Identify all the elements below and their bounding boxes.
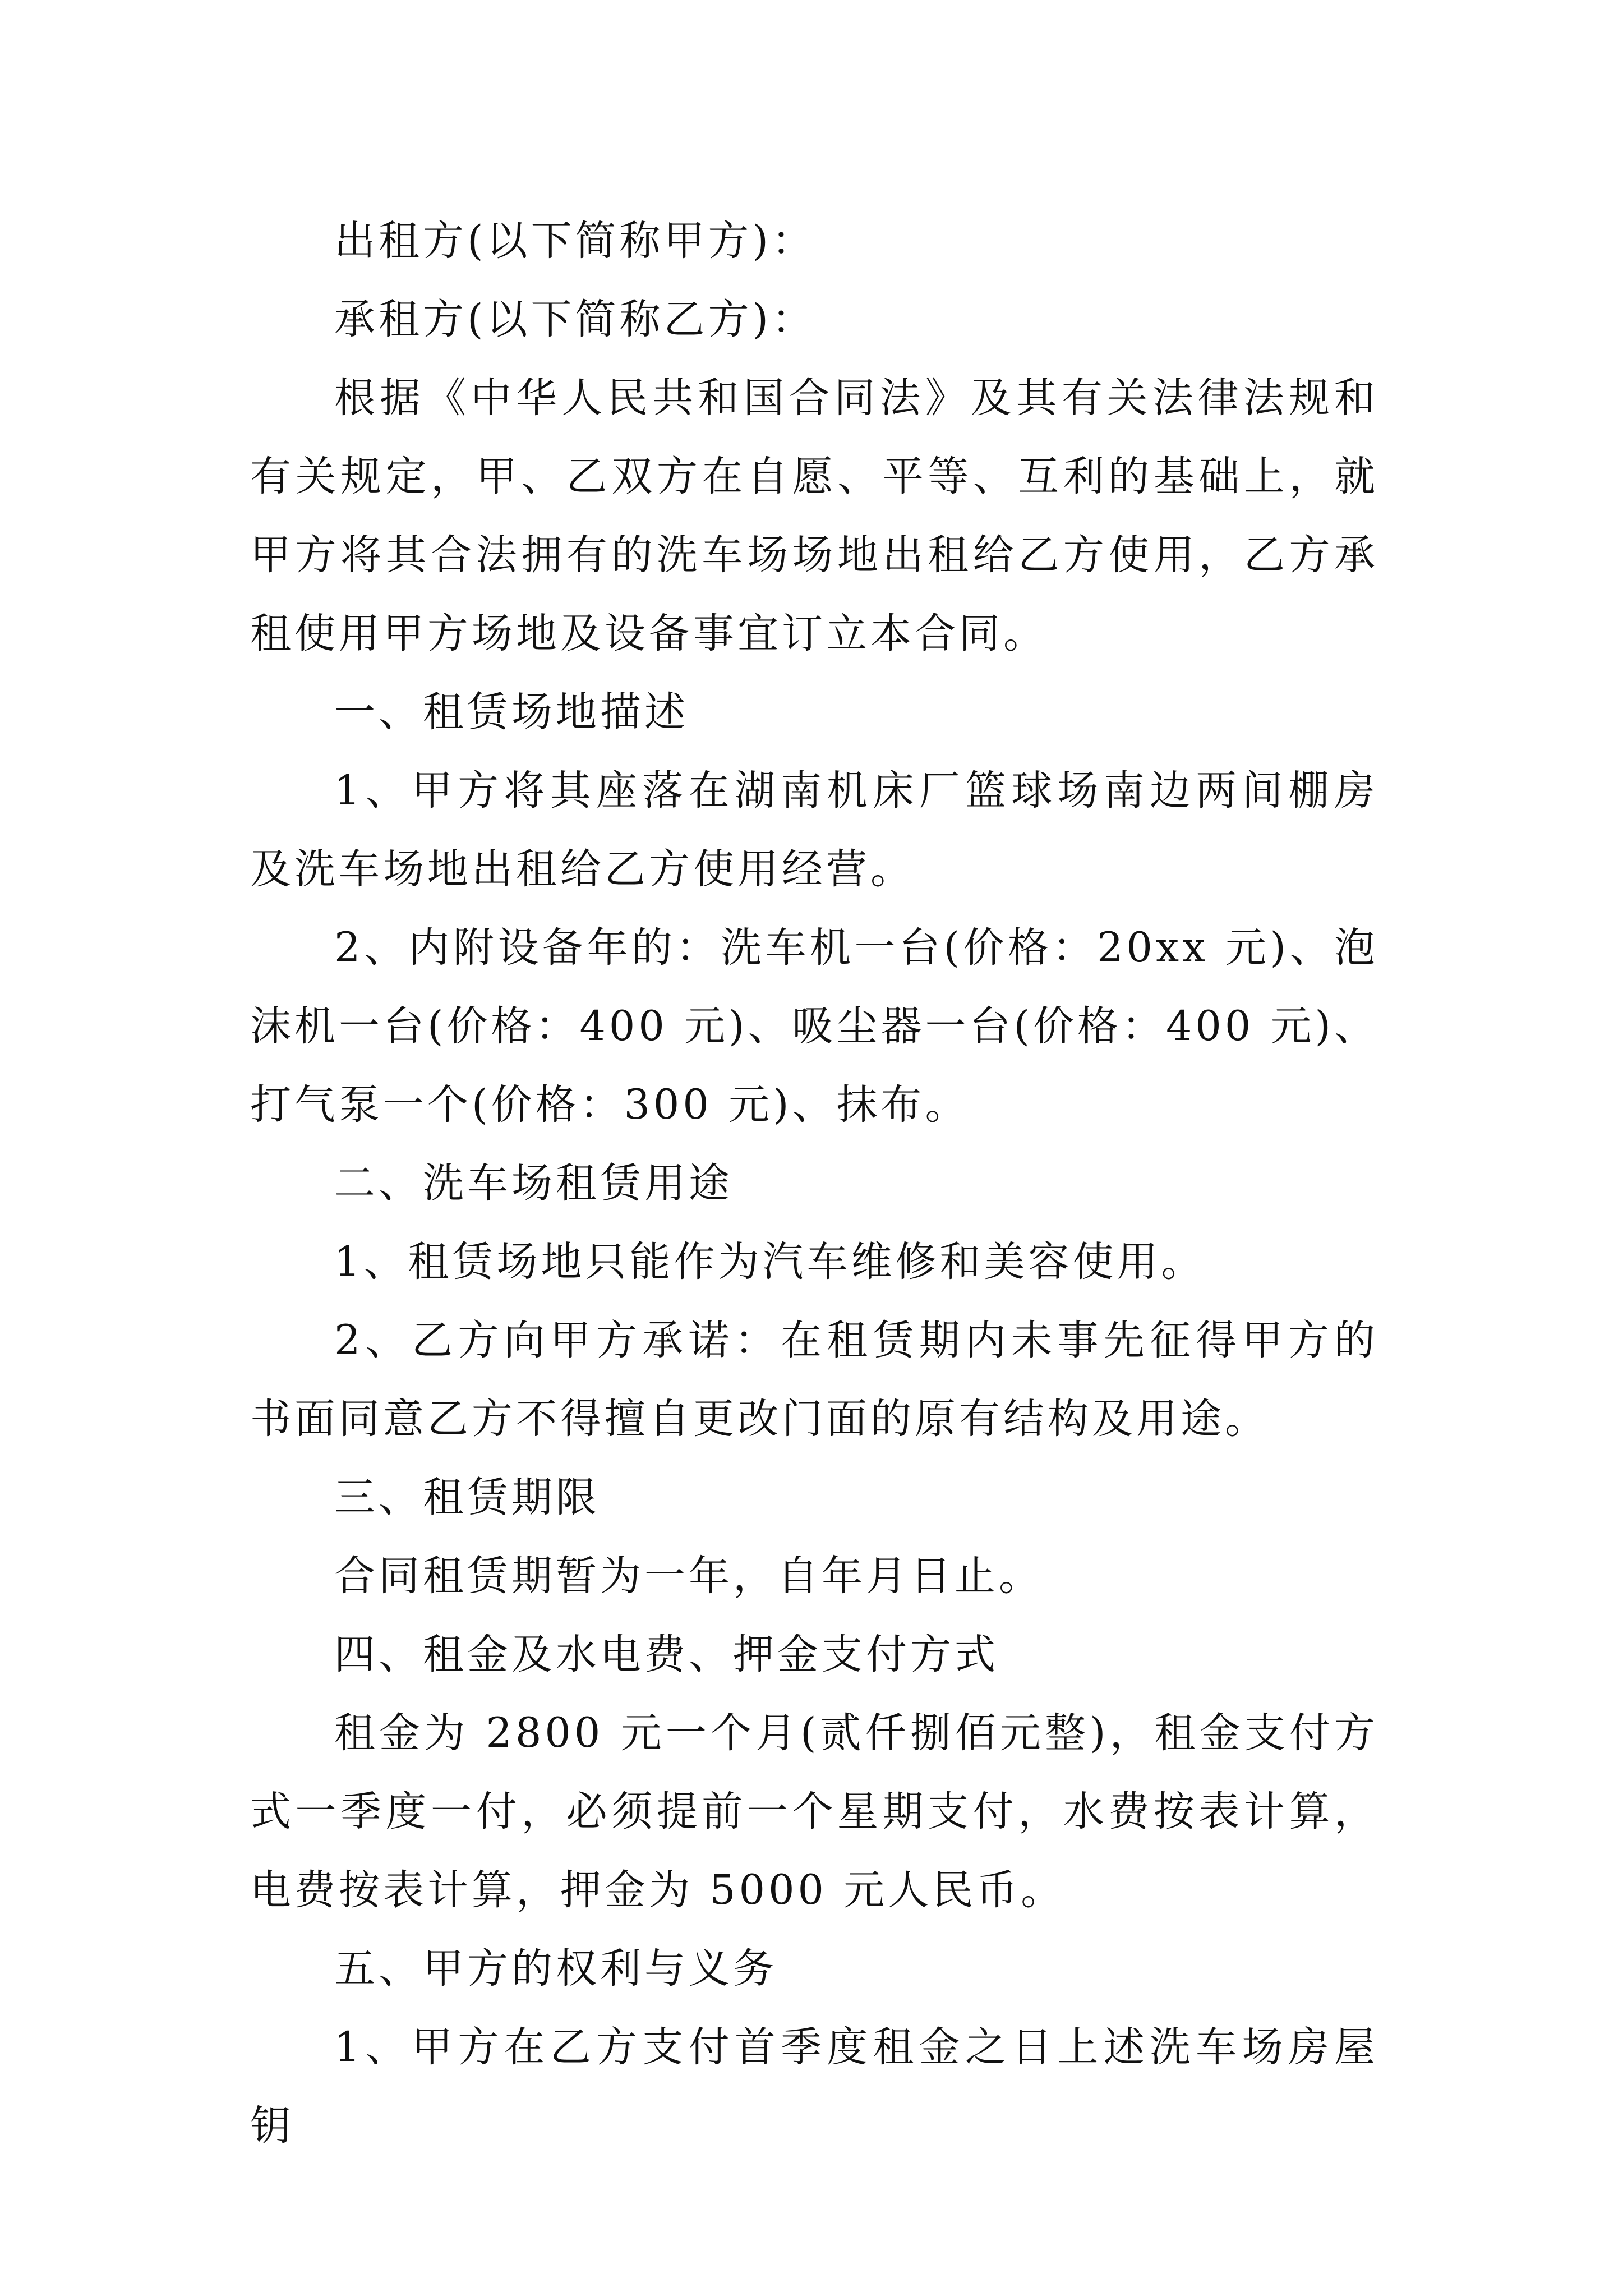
contract-body <box>250 202 1378 2165</box>
clause-2-2: 2、乙方向甲方承诺：在租赁期内未事先征得甲方的书面同意乙方不得擅自更改门面的原有结构及用途。 <box>250 1317 1378 1443</box>
lease-term-text: 合同租赁期暂为一年，自年月日止。 <box>334 1552 1043 1600</box>
section-heading-5: 五、甲方的权利与义务 <box>334 1945 777 1993</box>
lessor-line: 出租方(以下简称甲方)： <box>334 217 816 265</box>
clause-2-1: 1、租赁场地只能作为汽车维修和美容使用。 <box>334 1238 1206 1286</box>
clause-5-1: 1、甲方在乙方支付首季度租金之日上述洗车场房屋钥 <box>250 2023 1378 2150</box>
preamble-paragraph: 根据《中华人民共和国合同法》及其有关法律法规和有关规定，甲、乙双方在自愿、平等、互利的基础上，就甲方将其合法拥有的洗车场场地出租给乙方使用，乙方承租使用甲方场地及设备事宜订立本合同。 <box>250 374 1378 657</box>
rent-payment-text: 租金为 2800 元一个月(贰仟捌佰元整)，租金支付方式一季度一付，必须提前一个星期支付，水费按表计算，电费按表计算，押金为 5000 元人民币。 <box>250 1709 1378 1914</box>
section-heading-1: 一、租赁场地描述 <box>334 688 689 736</box>
section-heading-3: 三、租赁期限 <box>334 1474 600 1521</box>
section-heading-2: 二、洗车场租赁用途 <box>334 1159 733 1207</box>
clause-1-1: 1、甲方将其座落在湖南机床厂篮球场南边两间棚房及洗车场地出租给乙方使用经营。 <box>250 767 1378 893</box>
clause-1-2: 2、内附设备年的：洗车机一台(价格：20xx 元)、泡沫机一台(价格：400 元)、吸尘器一台(价格：400 元)、打气泵一个(价格：300 元)、抹布。 <box>250 924 1378 1129</box>
section-heading-4: 四、租金及水电费、押金支付方式 <box>334 1631 999 1678</box>
lessee-line: 承租方(以下简称乙方)： <box>334 296 816 343</box>
